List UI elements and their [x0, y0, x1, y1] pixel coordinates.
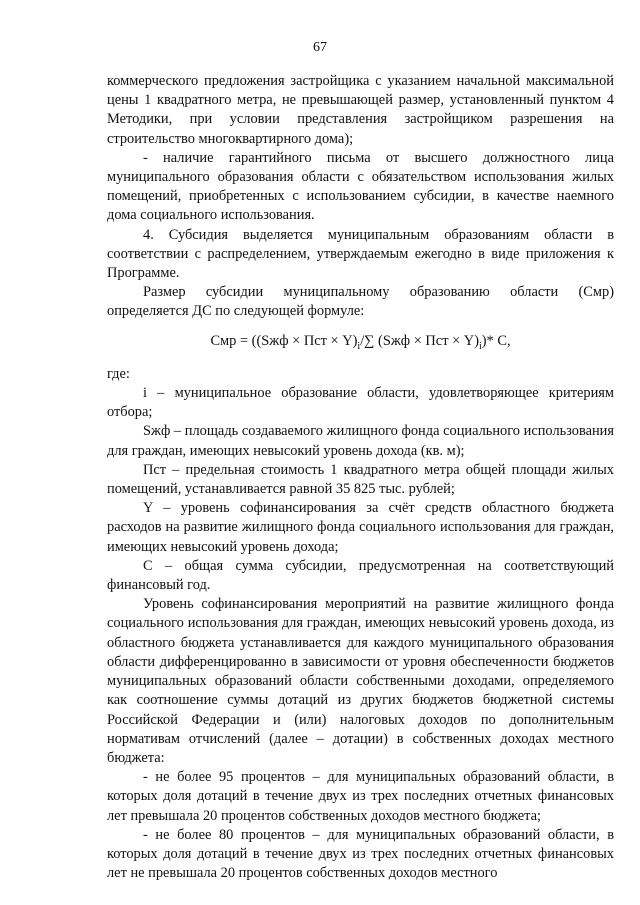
- formula-part-main: Смр = ((Sжф × Пст × Y): [210, 332, 358, 349]
- formula-subscript-2: i: [478, 340, 482, 352]
- paragraph-commercial-offer: коммерческого предложения застройщика с указанием начальной максимальной цены 1 квадратного метра, не превышающей размер, установленный пунктом 4 Методики, при условии представления застройщиком разрешения на строительство многоквартирного дома);: [107, 73, 614, 147]
- paragraph-subsidy-size: Размер субсидии муниципальному образованию области (Смр) определяется ДС по следующей формуле:: [107, 284, 614, 320]
- page-number: 67: [313, 40, 327, 55]
- document-body: [107, 72, 614, 883]
- formula-part-mid: /∑ (Sжф × Пст × Y): [360, 332, 479, 349]
- paragraph-guarantee-letter: - наличие гарантийного письма от высшего должностного лица муниципального образования области с обязательством использования жилых помещений, приобретенных с использованием субсидии, в качестве наемного дома социального использования.: [107, 149, 614, 224]
- definition-i: i – муниципальное образование области, удовлетворяющее критериям отбора;: [107, 385, 614, 421]
- where-label: где:: [107, 365, 130, 382]
- formula-part-end: )* С,: [481, 332, 511, 349]
- paragraph-80-percent: - не более 80 процентов – для муниципальных образований области, в которых доля дотаций в течение двух из трех последних отчетных финансовых лет не превышала 20 процентов собственных доходов местного: [107, 826, 614, 882]
- definition-y: Y – уровень софинансирования за счёт средств областного бюджета расходов на развитие жилищного фонда социального использования для граждан, имеющих невысокий уровень дохода;: [107, 500, 614, 555]
- paragraph-subsidy-allocation: 4. Субсидия выделяется муниципальным образованиям области в соответствии с распределением, утверждаемым ежегодно в виде приложения к Программе.: [107, 226, 614, 282]
- definition-pst: Пст – предельная стоимость 1 квадратного метра общей площади жилых помещений, устанавливается равной 35 825 тыс. рублей;: [107, 461, 614, 498]
- formula-subscript-1: i: [357, 340, 361, 352]
- paragraph-95-percent: - не более 95 процентов – для муниципальных образований области, в которых доля дотаций в течение двух из трех последних отчетных финансовых лет превышала 20 процентов собственных доходов местного бюджета;: [107, 769, 614, 824]
- subsidy-formula: [107, 332, 614, 351]
- definition-c: С – общая сумма субсидии, предусмотренная на соответствующий финансовый год.: [107, 557, 614, 594]
- definition-s: Sжф – площадь создаваемого жилищного фонда социального использования для граждан, имеющих невысокий уровень дохода (кв. м);: [107, 423, 614, 459]
- paragraph-cofinancing-level: Уровень софинансирования мероприятий на развитие жилищного фонда социального использования для граждан, имеющих невысокий уровень дохода, из областного бюджета устанавливается для каждого муниципального образования области дифференцированно в зависимости от уровня обеспеченности бюджетов муниципальных образований области собственными доходами, определяемого как соотношение суммы дотаций из других бюджетов бюджетной системы Российской Федерации и (или) налоговых доходов по дополнительным нормативам отчислений (далее – дотации) в собственных доходах местного бюджета:: [107, 596, 614, 766]
